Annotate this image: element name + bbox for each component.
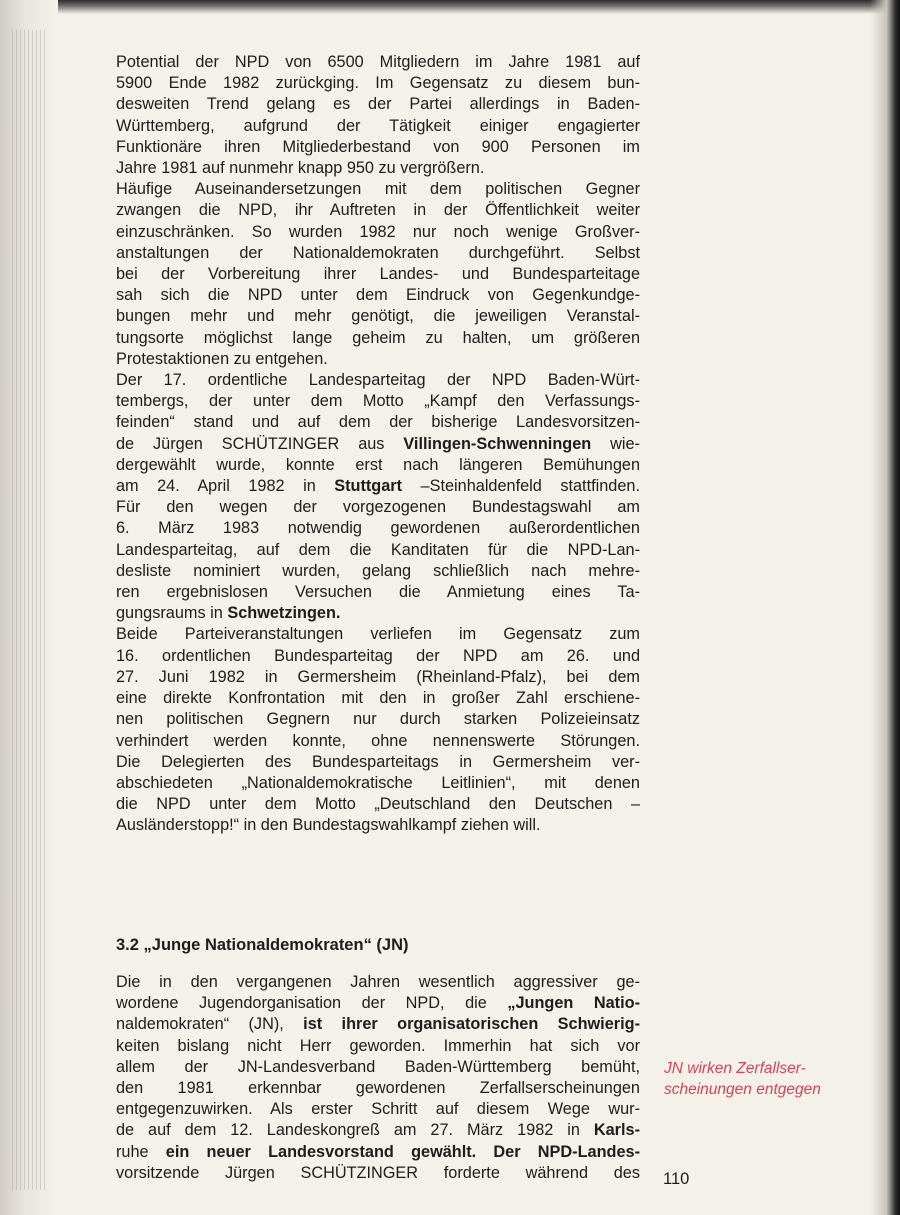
text-line (116, 1057, 640, 1078)
emphasis-text: ein neuer Landesvorstand gewählt. Der NPD-Landes- (148, 1142, 640, 1161)
text-run: de Jürgen SCHÜTZINGER aus (116, 434, 404, 453)
text-run: Ausländerstopp!“ in den Bundestagswahlkampf ziehen will. (116, 816, 541, 835)
text-line (116, 709, 640, 730)
text-line (116, 200, 640, 221)
text-line (116, 603, 640, 624)
text-line (116, 773, 640, 794)
paragraph (116, 370, 640, 624)
text-line (116, 1014, 640, 1035)
emphasis-text: „Jungen Natio- (507, 994, 640, 1013)
emphasis-text: Villingen-Schwenningen (403, 434, 592, 453)
text-line (116, 243, 640, 264)
margin-note (664, 1058, 864, 1100)
text-line (116, 158, 640, 179)
text-run: tembergs, der unter dem Motto „Kampf den Verfassungs- (116, 392, 640, 411)
text-run: de auf dem 12. Landeskongreß am 27. März 1982 in (116, 1121, 594, 1140)
text-line (116, 1120, 640, 1141)
text-run: Landesparteitag, auf dem die Kanditaten für die NPD-Lan- (116, 540, 640, 559)
text-line (116, 412, 640, 433)
text-run: nen politischen Gegnern nur durch starken Polizeieinsatz (116, 710, 640, 729)
emphasis-text: Karls- (593, 1121, 640, 1140)
text-line (116, 731, 640, 752)
text-run: 6. März 1983 notwendig gewordenen außerordentlichen (116, 519, 640, 538)
text-run: einzuschränken. So wurden 1982 nur noch wenige Großver- (116, 222, 640, 241)
text-line (116, 993, 640, 1014)
text-run: feinden“ stand und auf dem der bisherige Landesvorsitzen- (116, 413, 640, 432)
text-run: die NPD unter dem Motto „Deutschland den Deutschen – (116, 795, 640, 814)
text-line (116, 972, 640, 993)
text-run: vorsitzende Jürgen SCHÜTZINGER forderte während des (116, 1163, 640, 1182)
text-line (116, 540, 640, 561)
text-run: eine direkte Konfrontation mit den in großer Zahl erschiene- (116, 689, 640, 708)
text-run: naldemokraten“ (JN), (116, 1015, 284, 1034)
text-run: 27. Juni 1982 in Germersheim (Rheinland-Pfalz), bei dem (116, 667, 640, 686)
text-run: wordene Jugendorganisation der NPD, die (116, 994, 508, 1013)
text-run: Württemberg, aufgrund der Tätigkeit einiger engagierter (116, 116, 640, 135)
text-line (116, 179, 640, 200)
text-run: Die in den vergangenen Jahren wesentlich aggressiver ge- (116, 973, 640, 991)
text-line (116, 1163, 640, 1184)
emphasis-text: Stuttgart (334, 477, 403, 496)
text-run: ren ergebnislosen Versuchen die Anmietung eines Ta- (116, 583, 640, 602)
text-run: abschiedeten „Nationaldemokratische Leitlinien“, mit denen (116, 773, 640, 792)
text-line (116, 688, 640, 709)
text-line (116, 582, 640, 603)
text-run: bungen mehr und mehr genötigt, die jeweiligen Veranstal- (116, 307, 640, 326)
text-run: desliste nominiert wurden, gelang schließlich nach mehre- (116, 561, 640, 580)
text-line (116, 497, 640, 518)
text-line (116, 222, 640, 243)
text-line (116, 624, 640, 645)
text-run: Jahre 1981 auf nunmehr knapp 950 zu vergrößern. (116, 159, 485, 178)
text-line (116, 349, 640, 370)
text-run: anstaltungen der Nationaldemokraten durchgeführt. Selbst (116, 243, 640, 262)
text-line (116, 646, 640, 667)
paragraph (116, 52, 640, 179)
text-run: Protestaktionen zu entgehen. (116, 349, 328, 368)
margin-note-line: JN wirken Zerfallser- (664, 1060, 806, 1077)
emphasis-text: Schwetzingen. (227, 604, 341, 623)
text-run: allem der JN-Landesverband Baden-Württemberg bemüht, (116, 1057, 640, 1076)
text-line (116, 94, 640, 115)
section-body-text (116, 972, 640, 1184)
text-run: entgegenzuwirken. Als erster Schritt auf diesem Wege wur- (116, 1100, 640, 1119)
section-heading: 3.2 „Junge Nationaldemokraten“ (JN) (116, 936, 409, 954)
text-run: desweiten Trend gelang es der Partei allerdings in Baden- (116, 95, 640, 114)
text-line (116, 370, 640, 391)
body-text-upper (116, 52, 640, 837)
text-run: bei der Vorbereitung ihrer Landes- und Bundesparteitage (116, 265, 640, 284)
paragraph (116, 624, 640, 836)
text-line (116, 1099, 640, 1120)
text-line (116, 1142, 640, 1163)
text-run: Die Delegierten des Bundesparteitags in Germersheim ver- (116, 752, 640, 771)
text-run: 5900 Ende 1982 zurückging. Im Gegensatz zu diesem bun- (116, 74, 640, 93)
text-line (116, 667, 640, 688)
text-line (116, 752, 640, 773)
text-line (116, 518, 640, 539)
text-run: am 24. April 1982 in (116, 477, 335, 496)
text-line (116, 455, 640, 476)
text-run: ruhe (116, 1142, 149, 1161)
text-line (116, 328, 640, 349)
text-line (116, 476, 640, 497)
margin-note-line: scheinungen entgegen (664, 1081, 821, 1098)
text-run: 16. ordentlichen Bundesparteitag der NPD am 26. und (116, 646, 640, 665)
text-line (116, 52, 640, 73)
text-line (116, 391, 640, 412)
text-run: wie- (591, 434, 640, 453)
text-run: Potential der NPD von 6500 Mitgliedern im Jahre 1981 auf (116, 53, 640, 71)
text-run: Funktionäre ihren Mitgliederbestand von 900 Personen im (116, 137, 640, 156)
text-line (116, 285, 640, 306)
text-run: Der 17. ordentliche Landesparteitag der NPD Baden-Würt- (116, 371, 640, 390)
text-run: Beide Parteiveranstaltungen verliefen im Gegensatz zum (116, 625, 640, 644)
text-run: sah sich die NPD unter dem Eindruck von Gegenkundge- (116, 286, 640, 305)
paragraph (116, 179, 640, 370)
text-line (116, 434, 640, 455)
book-page-stack-left (0, 0, 58, 1215)
text-run: Häufige Auseinandersetzungen mit dem politischen Gegner (116, 180, 640, 199)
text-line (116, 137, 640, 158)
page-number: 110 (663, 1170, 690, 1188)
text-run: verhindert werden konnte, ohne nennenswerte Störungen. (116, 731, 640, 750)
text-run: den 1981 erkennbar gewordenen Zerfallserscheinungen (116, 1079, 640, 1098)
text-run: gungsraums in (116, 604, 228, 623)
text-run: Für den wegen der vorgezogenen Bundestagswahl am (116, 498, 640, 517)
book-top-shadow (0, 0, 900, 14)
text-run: tungsorte möglichst lange geheim zu halten, um größeren (116, 328, 640, 347)
book-spine-shadow-right (870, 0, 900, 1215)
text-line (116, 1036, 640, 1057)
text-line (116, 306, 640, 327)
text-run: –Steinhaldenfeld stattfinden. (402, 477, 640, 496)
text-line (116, 116, 640, 137)
text-line (116, 561, 640, 582)
text-line (116, 73, 640, 94)
text-run: zwangen die NPD, ihr Auftreten in der Öffentlichkeit weiter (116, 201, 640, 220)
emphasis-text: ist ihrer organisatorischen Schwierig- (283, 1015, 640, 1034)
paragraph (116, 972, 640, 1184)
text-run: dergewählt wurde, konnte erst nach längeren Bemühungen (116, 455, 640, 474)
text-line (116, 815, 640, 836)
text-line (116, 1078, 640, 1099)
text-run: keiten bislang nicht Herr geworden. Immerhin hat sich vor (116, 1036, 640, 1055)
text-line (116, 264, 640, 285)
text-line (116, 794, 640, 815)
